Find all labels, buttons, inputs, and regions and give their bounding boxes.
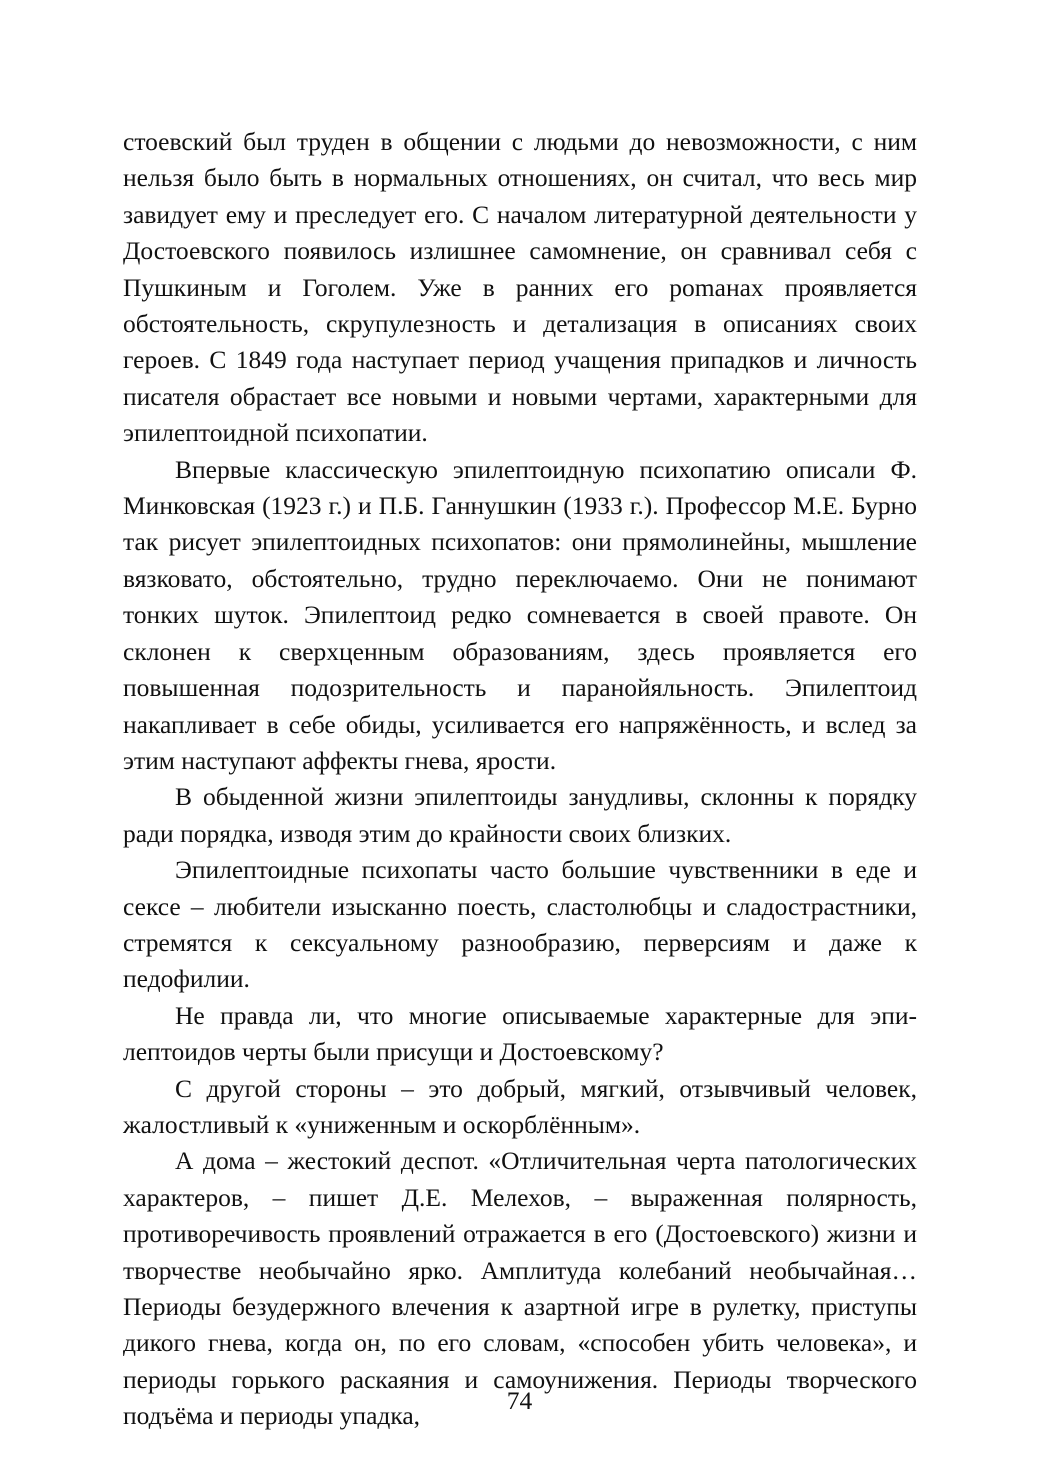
paragraph-1: стоевский был труден в общении с людьми до невозможности, с ним нельзя было быть в нормальных отношениях, он считал, что весь мир завидует ему и преследует его. С началом литературной деятельности у Достоевского появилось излишнее самомнение, он сравнивал себя с Пушкиным и Гоголем. Уже в ранних его роmанах проявляется обстоятельность, скрупулезность и детализация в описаниях своих героев. С 1849 года наступает период учащения припадков и личность писателя обрастает все новыми и новыми чертами, характерными для эпилептоидной психопатии. bbox=[123, 127, 917, 448]
body-text bbox=[123, 124, 917, 1435]
paragraph-7: А дома – жестокий деспот. «Отличительная черта патологических характеров, – пишет Д.Е. Мелехов, – выраженная полярность, противоречивость проявлений отражается в его (Достоевского) жизни и творчестве необычайно ярко. Амплитуда колебаний необычайная… Периоды безудержного влечения к азартной игре в рулетку, приступы дикого гнева, когда он, по его словам, «способен убить человека», и периоды горького раскаяния и самоунижения. Периоды творческого подъёма и периоды упадка, bbox=[123, 1146, 917, 1431]
paragraph-4: Эпилептоидные психопаты часто большие чувственники в еде и сексе – любители изысканно поесть, сластолюбцы и сладострастники, стремятся к сексуальному разнообразию, перверсиям и даже к педофилии. bbox=[123, 855, 917, 994]
paragraph-2: Впервые классическую эпилептоидную психопатию описали Ф. Минковская (1923 г.) и П.Б. Ганнушкин (1933 г.). Профессор М.Е. Бурно так рисует эпилептоидных психопатов: они прямолинейны, мышление вязковато, обстоятельно, трудно переключаемо. Они не понимают тонких шуток. Эпилептоид редко сомневается в своей правоте. Он склонен к сверхценным образованиям, здесь проявляется его повышенная подозрительность и паранойяльность. Эпилептоид накапливает в себе обиды, усиливается его напряжённость, и вслед за этим наступают аффекты гнева, ярости. bbox=[123, 454, 917, 775]
paragraph-5: Не правда ли, что многие описываемые характерные для эпилептоидов черты были присущи и Достоевскому? bbox=[123, 1000, 917, 1067]
paragraph-6: С другой стороны – это добрый, мягкий, отзывчивый человек, жалостливый к «униженным и оскорблённым». bbox=[123, 1073, 917, 1139]
page-number: 74 bbox=[506, 1386, 533, 1415]
paragraph-3: В обыденной жизни эпилептоиды занудливы, склонны к порядку ради порядка, изводя этим до крайности своих близких. bbox=[123, 782, 917, 848]
